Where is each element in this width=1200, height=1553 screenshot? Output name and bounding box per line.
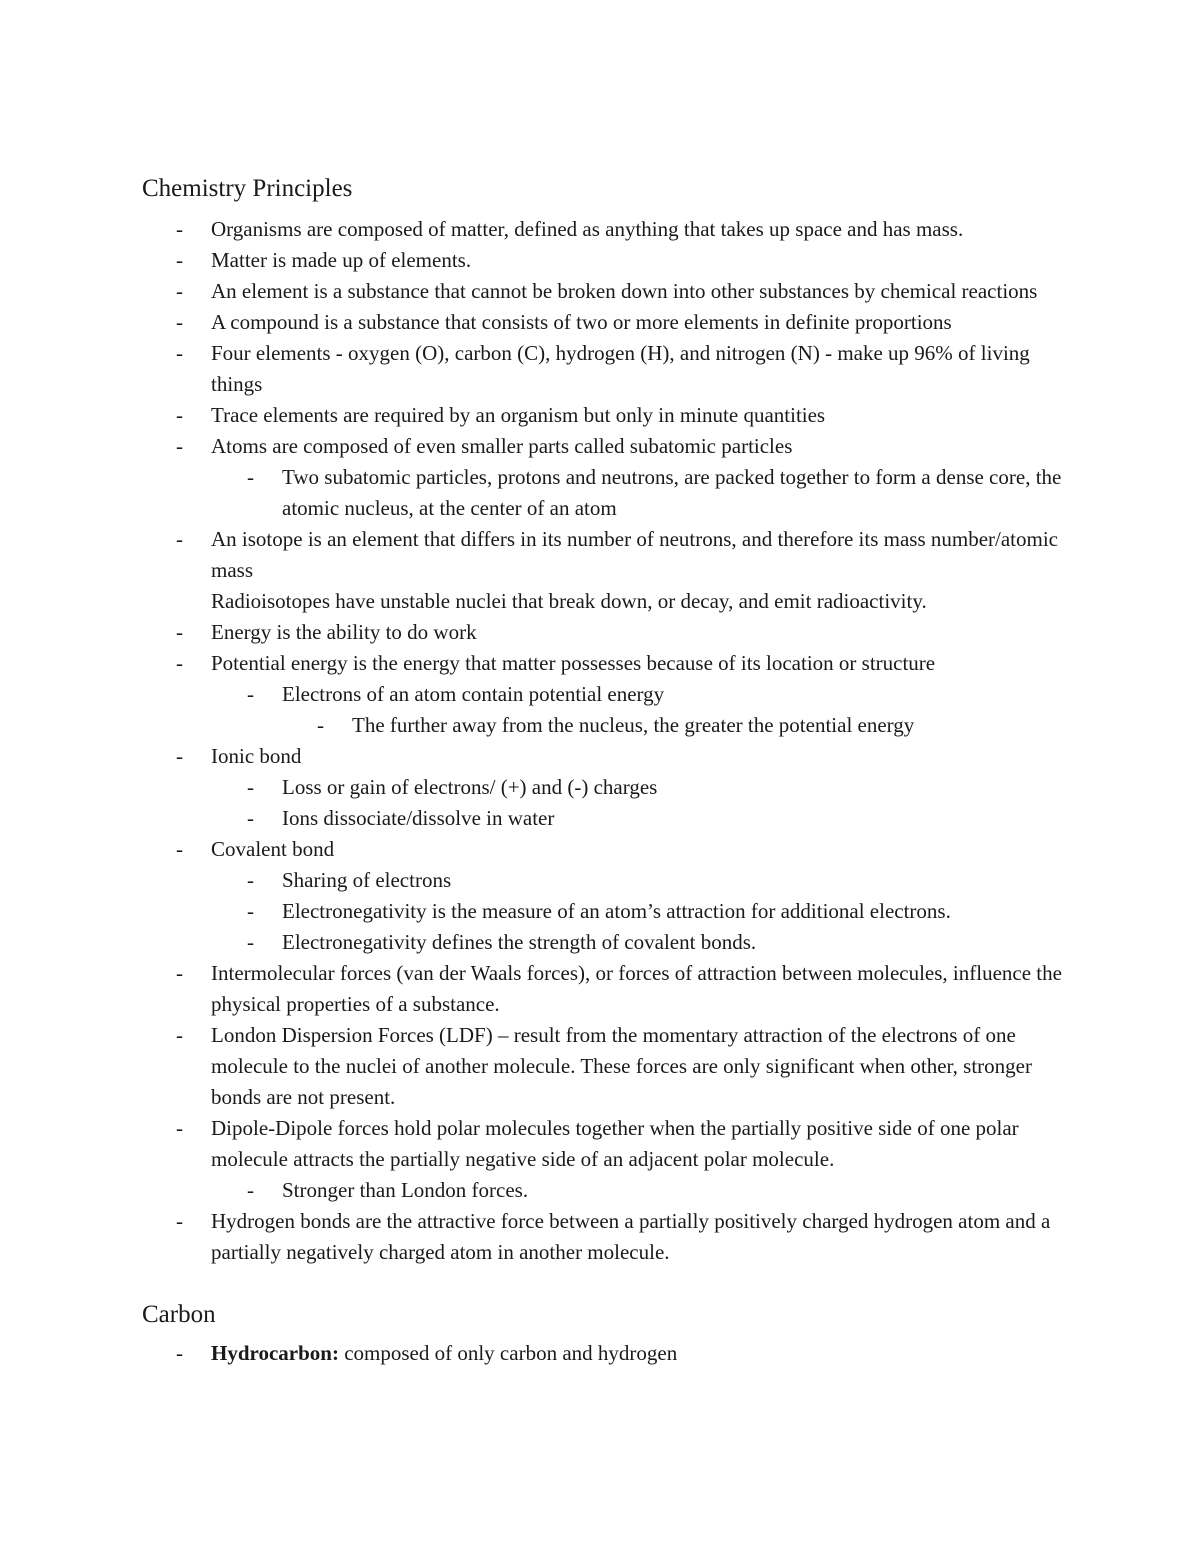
list-item bbox=[142, 617, 1072, 648]
bullet-dash: - bbox=[247, 465, 254, 489]
chemistry-principles-list bbox=[142, 214, 1072, 1268]
bullet-dash: - bbox=[176, 1023, 183, 1047]
list-item bbox=[142, 803, 1072, 834]
bullet-dash: - bbox=[176, 1341, 183, 1365]
bullet-dash: - bbox=[247, 682, 254, 706]
document-content bbox=[142, 172, 1072, 1369]
list-item-text: Stronger than London forces. bbox=[282, 1178, 529, 1202]
bullet-dash: - bbox=[176, 744, 183, 768]
list-item bbox=[142, 400, 1072, 431]
bullet-dash: - bbox=[176, 434, 183, 458]
list-item-text: Covalent bond bbox=[211, 837, 335, 861]
list-item bbox=[142, 214, 1072, 245]
list-item bbox=[142, 245, 1072, 276]
list-item bbox=[142, 679, 1072, 710]
list-item bbox=[142, 1020, 1072, 1113]
list-item-text: Four elements - oxygen (O), carbon (C), hydrogen (H), and nitrogen (N) - make up 96% of living things bbox=[211, 341, 1036, 396]
list-item-text: Loss or gain of electrons/ (+) and (-) charges bbox=[282, 775, 658, 799]
list-item bbox=[142, 896, 1072, 927]
bullet-dash: - bbox=[247, 930, 254, 954]
list-item bbox=[142, 958, 1072, 1020]
list-item bbox=[142, 1338, 1072, 1369]
list-item-text: Potential energy is the energy that matter possesses because of its location or structure bbox=[211, 651, 936, 675]
list-item bbox=[142, 586, 1072, 617]
bullet-dash: - bbox=[176, 217, 183, 241]
bullet-dash: - bbox=[176, 651, 183, 675]
list-item bbox=[142, 1206, 1072, 1268]
bullet-dash: - bbox=[176, 341, 183, 365]
list-item-text: Hydrogen bonds are the attractive force between a partially positively charged hydrogen atom and a partially negatively charged atom in another molecule. bbox=[211, 1209, 1056, 1264]
list-item bbox=[142, 276, 1072, 307]
list-item bbox=[142, 865, 1072, 896]
bullet-dash: - bbox=[176, 1116, 183, 1140]
list-item bbox=[142, 741, 1072, 772]
list-item-text: Electronegativity is the measure of an atom’s attraction for additional electrons. bbox=[282, 899, 951, 923]
list-item-text: Energy is the ability to do work bbox=[211, 620, 477, 644]
bullet-dash: - bbox=[176, 961, 183, 985]
bullet-dash: - bbox=[176, 248, 183, 272]
bullet-dash: - bbox=[247, 899, 254, 923]
list-item bbox=[142, 648, 1072, 679]
section-heading-carbon: Carbon bbox=[142, 1301, 216, 1328]
list-item-text: Matter is made up of elements. bbox=[211, 248, 472, 272]
list-item-text: composed of only carbon and hydrogen bbox=[338, 1341, 678, 1365]
term-label: Hydrocarbon: bbox=[211, 1341, 339, 1365]
bullet-dash: - bbox=[247, 806, 254, 830]
list-item bbox=[142, 307, 1072, 338]
list-item-text: Sharing of electrons bbox=[282, 868, 452, 892]
list-item-text: Radioisotopes have unstable nuclei that break down, or decay, and emit radioactivity. bbox=[211, 589, 927, 613]
list-item bbox=[142, 927, 1072, 958]
list-item-text: Organisms are composed of matter, defined as anything that takes up space and has mass. bbox=[211, 217, 964, 241]
bullet-dash: - bbox=[176, 403, 183, 427]
list-item bbox=[142, 772, 1072, 803]
bullet-dash: - bbox=[247, 775, 254, 799]
list-item-text: The further away from the nucleus, the greater the potential energy bbox=[352, 713, 915, 737]
list-item bbox=[142, 524, 1072, 586]
list-item bbox=[142, 1113, 1072, 1175]
list-item bbox=[142, 338, 1072, 400]
list-item-text: An element is a substance that cannot be broken down into other substances by chemical reactions bbox=[211, 279, 1038, 303]
bullet-dash: - bbox=[176, 527, 183, 551]
list-item-text: Atoms are composed of even smaller parts called subatomic particles bbox=[211, 434, 793, 458]
list-item bbox=[142, 431, 1072, 462]
bullet-dash: - bbox=[176, 620, 183, 644]
section-heading-chemistry-principles: Chemistry Principles bbox=[142, 175, 353, 202]
list-item-text: Electronegativity defines the strength of covalent bonds. bbox=[282, 930, 757, 954]
list-item bbox=[142, 834, 1072, 865]
bullet-dash: - bbox=[176, 1209, 183, 1233]
list-item-text: Ions dissociate/dissolve in water bbox=[282, 806, 555, 830]
bullet-dash: - bbox=[176, 279, 183, 303]
list-item-text: Ionic bond bbox=[211, 744, 302, 768]
list-item-text: A compound is a substance that consists of two or more elements in definite proportions bbox=[211, 310, 952, 334]
list-item bbox=[142, 710, 1072, 741]
list-item-text: Electrons of an atom contain potential energy bbox=[282, 682, 665, 706]
list-item-text: London Dispersion Forces (LDF) – result from the momentary attraction of the electrons of one molecule to the nuclei of another molecule. These forces are only significant when other, stronger bonds are not present. bbox=[211, 1023, 1038, 1109]
carbon-list bbox=[142, 1338, 1072, 1369]
list-item bbox=[142, 462, 1072, 524]
list-item-text: Intermolecular forces (van der Waals forces), or forces of attraction between molecules, influence the physical properties of a substance. bbox=[211, 961, 1068, 1016]
list-item-text: An isotope is an element that differs in its number of neutrons, and therefore its mass number/atomic mass bbox=[211, 527, 1064, 582]
bullet-dash: - bbox=[176, 837, 183, 861]
bullet-dash: - bbox=[317, 713, 324, 737]
list-item-text: Trace elements are required by an organism but only in minute quantities bbox=[211, 403, 826, 427]
list-item-text: Two subatomic particles, protons and neutrons, are packed together to form a dense core, the atomic nucleus, at the center of an atom bbox=[282, 465, 1067, 520]
bullet-dash: - bbox=[176, 310, 183, 334]
list-item bbox=[142, 1175, 1072, 1206]
bullet-dash: - bbox=[247, 1178, 254, 1202]
bullet-dash: - bbox=[247, 868, 254, 892]
list-item-text: Dipole-Dipole forces hold polar molecules together when the partially positive side of one polar molecule attracts the partially negative side of an adjacent polar molecule. bbox=[211, 1116, 1024, 1171]
